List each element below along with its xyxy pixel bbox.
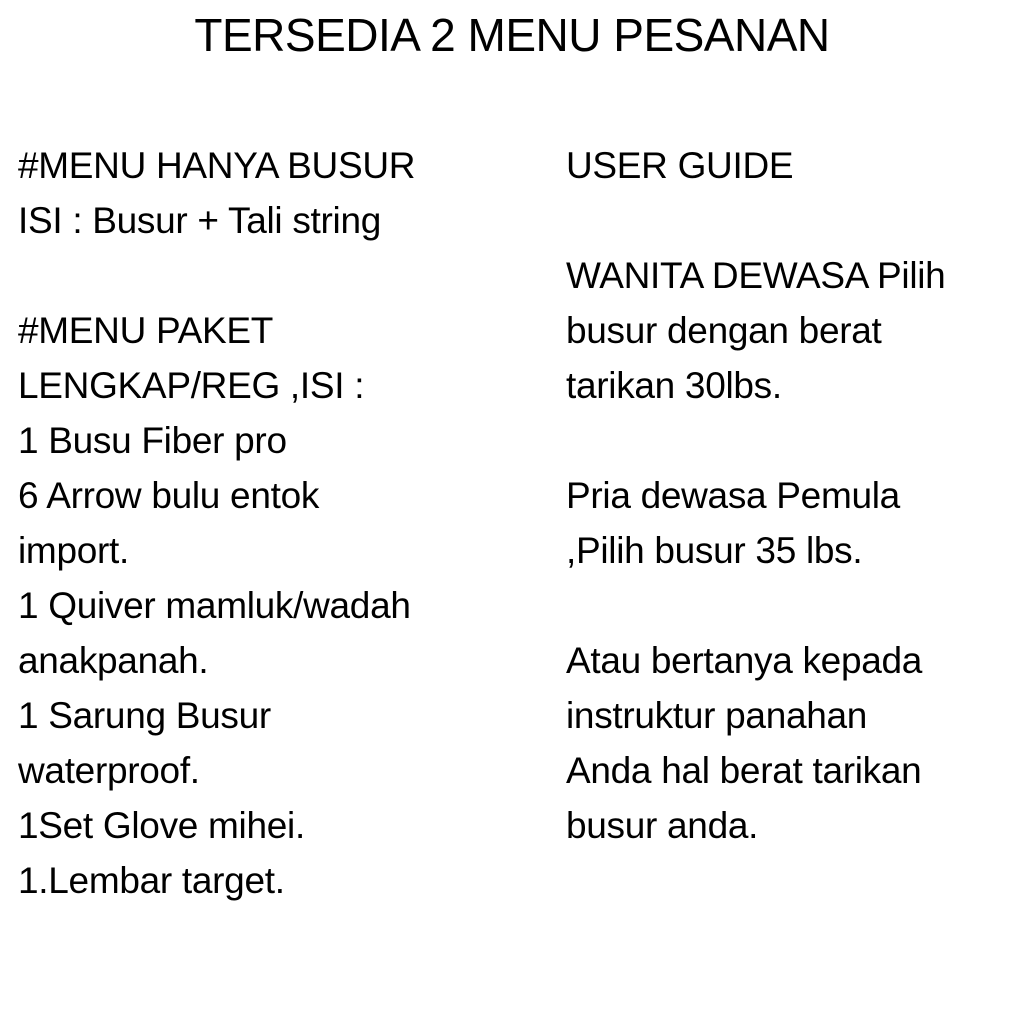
spacer bbox=[566, 193, 1016, 248]
guide-women-line: WANITA DEWASA Pilih bbox=[566, 255, 946, 296]
menu-subheading-package: LENGKAP/REG ,ISI : bbox=[18, 365, 365, 406]
page-title: TERSEDIA 2 MENU PESANAN bbox=[194, 9, 830, 61]
package-item: 1 Busu Fiber pro bbox=[18, 420, 287, 461]
menu-heading-package: #MENU PAKET bbox=[18, 310, 274, 351]
package-item: 1 Quiver mamluk/wadah bbox=[18, 585, 411, 626]
guide-men-line: Pria dewasa Pemula bbox=[566, 475, 900, 516]
package-item: 1Set Glove mihei. bbox=[18, 805, 305, 846]
menu-column bbox=[18, 138, 538, 908]
package-item: import. bbox=[18, 530, 129, 571]
spacer bbox=[18, 248, 538, 303]
spacer bbox=[566, 413, 1016, 468]
guide-advice-line: busur anda. bbox=[566, 805, 759, 846]
guide-women-line: busur dengan berat bbox=[566, 310, 882, 351]
menu-content-bow-only: ISI : Busur + Tali string bbox=[18, 200, 382, 241]
user-guide-heading: USER GUIDE bbox=[566, 145, 794, 186]
guide-women-line: tarikan 30lbs. bbox=[566, 365, 782, 406]
guide-men-line: ,Pilih busur 35 lbs. bbox=[566, 530, 863, 571]
guide-advice-line: Atau bertanya kepada bbox=[566, 640, 923, 681]
guide-advice-line: instruktur panahan bbox=[566, 695, 868, 736]
user-guide-column bbox=[566, 138, 1016, 853]
package-item: anakpanah. bbox=[18, 640, 209, 681]
package-item: 1 Sarung Busur bbox=[18, 695, 271, 736]
package-item: 1.Lembar target. bbox=[18, 860, 285, 901]
package-item: 6 Arrow bulu entok bbox=[18, 475, 320, 516]
package-item: waterproof. bbox=[18, 750, 200, 791]
spacer bbox=[566, 578, 1016, 633]
guide-advice-line: Anda hal berat tarikan bbox=[566, 750, 922, 791]
menu-heading-bow-only: #MENU HANYA BUSUR bbox=[18, 145, 416, 186]
